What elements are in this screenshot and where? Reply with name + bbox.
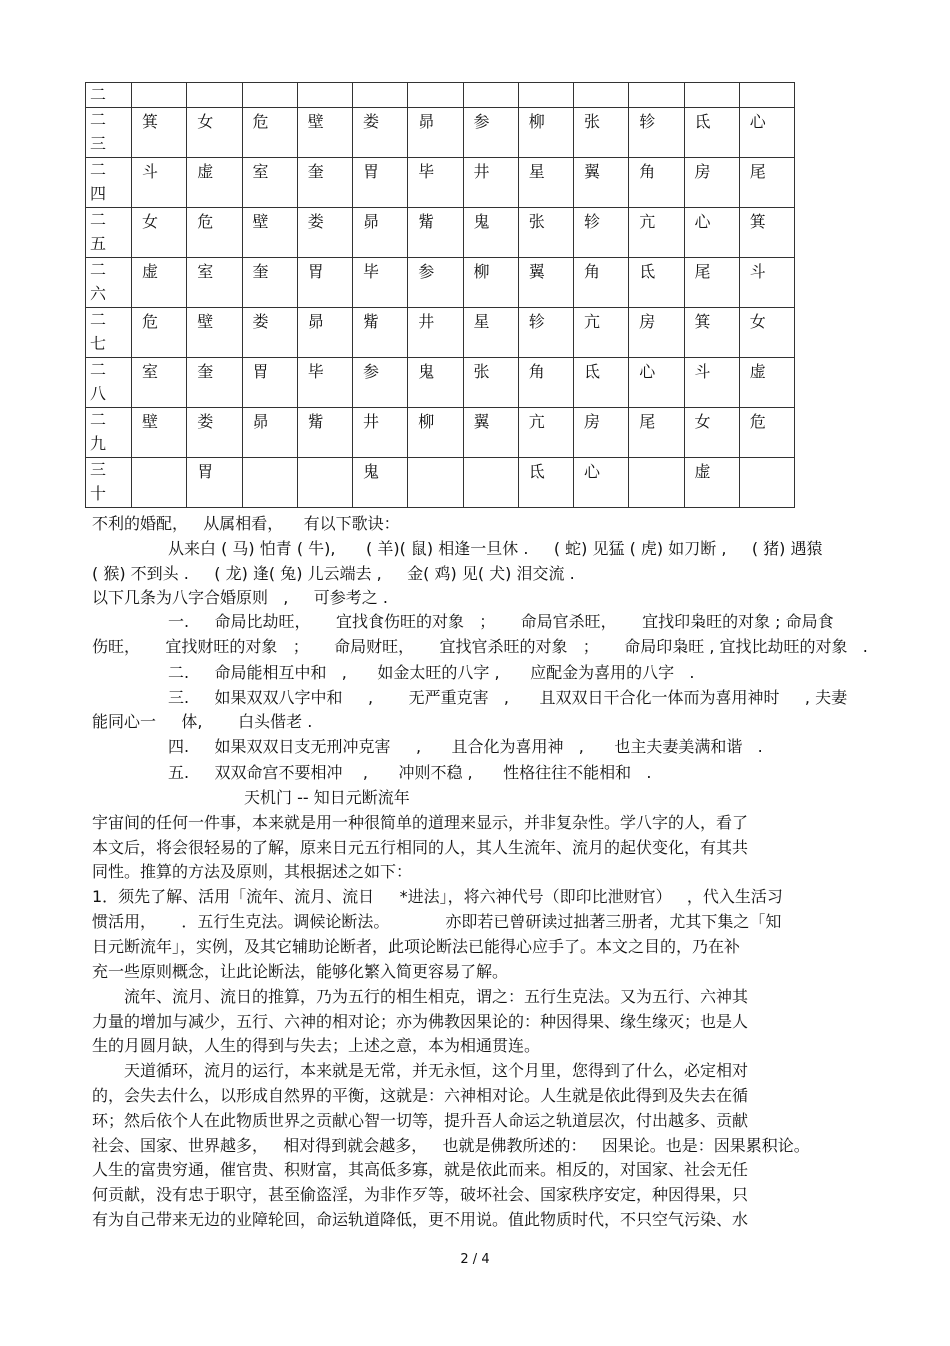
table-cell: 井	[463, 158, 518, 208]
table-cell: 心	[739, 108, 794, 158]
table-cell: 参	[463, 108, 518, 158]
table-cell: 娄	[353, 108, 408, 158]
table-cell: 心	[684, 208, 739, 258]
table-cell: 鬼	[353, 458, 408, 508]
table-cell: 角	[574, 258, 629, 308]
table-cell: 翼	[463, 408, 518, 458]
table-cell: 翼	[574, 158, 629, 208]
row-label	[86, 158, 132, 208]
table-cell: 娄	[297, 208, 352, 258]
table-row	[86, 208, 795, 258]
text-line: 四. 如果双双日支无刑冲克害 , 且合化为喜用神 , 也主夫妻美满和谐 .	[168, 737, 763, 756]
text-line: 二. 命局能相互中和 , 如金太旺的八字 , 应配金为喜用的八字 .	[168, 663, 695, 682]
text-line: 一. 命局比劫旺， 宜找食伤旺的对象 ； 命局官杀旺， 宜找印枭旺的对象 ; 命局食	[168, 612, 834, 631]
table-cell: 张	[463, 358, 518, 408]
table-cell: 危	[187, 208, 242, 258]
table-cell: 星	[463, 308, 518, 358]
row-label-char: 三	[90, 460, 107, 479]
table-cell: 毕	[297, 358, 352, 408]
table-cell: 觜	[353, 308, 408, 358]
table-cell	[242, 83, 297, 108]
row-label-char: 二	[90, 260, 107, 279]
table-cell: 星	[518, 158, 573, 208]
table-cell: 柳	[463, 258, 518, 308]
table-cell: 参	[408, 258, 463, 308]
row-label-char: 二	[90, 210, 107, 229]
table-cell	[242, 458, 297, 508]
table-cell: 奎	[187, 358, 242, 408]
table-cell: 箕	[132, 108, 187, 158]
table-cell: 女	[739, 308, 794, 358]
row-label-char: 四	[90, 184, 107, 203]
table-cell: 氐	[574, 358, 629, 408]
table-cell: 昴	[297, 308, 352, 358]
table-cell	[739, 458, 794, 508]
page-number: 2 / 4	[460, 1252, 490, 1267]
table-cell: 危	[132, 308, 187, 358]
row-label-char: 五	[90, 234, 107, 253]
table-cell	[463, 458, 518, 508]
text-line: 日元断流年」，实例，及其它辅助论断者，此项论断法已能得心应手了。本文之目的，乃在补	[92, 937, 741, 956]
table-row	[86, 358, 795, 408]
text-line: 同性。推算的方法及原则，其根据述之如下：	[92, 862, 413, 881]
table-cell: 胃	[353, 158, 408, 208]
table-cell: 轸	[518, 308, 573, 358]
table-cell: 张	[574, 108, 629, 158]
text-line: 以下几条为八字合婚原则 , 可参考之 .	[92, 588, 388, 607]
table-cell: 虚	[187, 158, 242, 208]
table-row	[86, 108, 795, 158]
table-row	[86, 458, 795, 508]
table-cell: 鬼	[408, 358, 463, 408]
table-cell: 壁	[187, 308, 242, 358]
text-line: 社会、国家、世界越多， 相对得到就会越多， 也就是佛教所述的： 因果论。也是：因果累积论。	[92, 1136, 810, 1155]
table-cell	[297, 83, 352, 108]
table-cell: 壁	[132, 408, 187, 458]
table-cell: 井	[408, 308, 463, 358]
table-cell: 房	[629, 308, 684, 358]
table-cell: 室	[242, 158, 297, 208]
table-cell: 尾	[684, 258, 739, 308]
table-cell: 斗	[739, 258, 794, 308]
text-line: 天道循环，流月的运行，本来就是无常，并无永恒，这个月里，您得到了什么，必定相对	[124, 1061, 749, 1080]
table-cell	[629, 458, 684, 508]
table-cell: 氐	[629, 258, 684, 308]
text-line: 能同心一 体, 白头偕老 .	[92, 712, 313, 731]
table-cell: 房	[684, 158, 739, 208]
row-label-char: 二	[90, 160, 107, 179]
table-cell: 女	[187, 108, 242, 158]
table-cell: 轸	[629, 108, 684, 158]
row-label-char: 二	[90, 360, 107, 379]
row-label-char: 十	[90, 484, 107, 503]
text-line: 充一些原则概念，让此论断法，能够化繁入简更容易了解。	[92, 962, 509, 981]
row-label	[86, 208, 132, 258]
table-cell: 危	[242, 108, 297, 158]
table-cell: 亢	[518, 408, 573, 458]
table-cell: 井	[353, 408, 408, 458]
row-label	[86, 408, 132, 458]
table-cell: 奎	[242, 258, 297, 308]
table-cell: 壁	[297, 108, 352, 158]
row-label-char: 三	[90, 134, 107, 153]
row-label-char: 二	[90, 85, 107, 104]
table-cell	[132, 83, 187, 108]
table-cell: 氐	[684, 108, 739, 158]
row-label	[86, 108, 132, 158]
table-cell: 氐	[518, 458, 573, 508]
table-cell	[739, 83, 794, 108]
text-line: 从来白 ( 马) 怕青 ( 牛), ( 羊)( 鼠) 相逢一旦休 . ( 蛇) 见猛 ( 虎) 如刀断 , ( 猪) 遇猿	[168, 539, 823, 558]
row-label	[86, 358, 132, 408]
text-line: 生的月圆月缺，人生的得到与失去；上述之意，本为相通贯连。	[92, 1036, 541, 1055]
row-label	[86, 308, 132, 358]
table-cell: 虚	[684, 458, 739, 508]
table-cell: 心	[574, 458, 629, 508]
table-cell: 鬼	[463, 208, 518, 258]
table-cell: 张	[518, 208, 573, 258]
table-cell: 心	[629, 358, 684, 408]
table-cell: 室	[132, 358, 187, 408]
text-line: 宇宙间的任何一件事，本来就是用一种很简单的道理来显示，并非复杂性。学八字的人，看了	[92, 813, 749, 832]
text-line: 的，会失去什么，以形成自然界的平衡，这就是：六神相对论。人生就是依此得到及失去在循	[92, 1086, 749, 1105]
table-cell: 柳	[408, 408, 463, 458]
row-label-char: 九	[90, 434, 107, 453]
text-line: 1．须先了解、活用「流年、流月、流日 *进法」，将六神代号（即印比泄财官） ，代入生活习	[92, 887, 783, 906]
table-cell: 虚	[132, 258, 187, 308]
table-cell: 娄	[242, 308, 297, 358]
table-cell: 翼	[518, 258, 573, 308]
table-cell: 房	[574, 408, 629, 458]
table-cell: 危	[739, 408, 794, 458]
table-cell: 女	[684, 408, 739, 458]
row-label	[86, 83, 132, 108]
table-row	[86, 408, 795, 458]
table-cell	[574, 83, 629, 108]
lunar-mansion-table	[85, 82, 795, 508]
section-title: 天机门 -- 知日元断流年	[244, 788, 410, 807]
table-cell: 毕	[408, 158, 463, 208]
row-label	[86, 458, 132, 508]
table-cell: 昴	[408, 108, 463, 158]
table-cell: 室	[187, 258, 242, 308]
table-cell: 虚	[739, 358, 794, 408]
table-cell	[408, 458, 463, 508]
table-cell: 箕	[684, 308, 739, 358]
text-line: 流年、流月、流日的推算，乃为五行的相生相克，谓之：五行生克法。又为五行、六神其	[124, 987, 749, 1006]
table-cell	[132, 458, 187, 508]
table-cell	[408, 83, 463, 108]
table-row	[86, 258, 795, 308]
table-cell: 觜	[408, 208, 463, 258]
text-line: 有为自己带来无边的业障轮回，命运轨道降低，更不用说。值此物质时代，不只空气污染、水	[92, 1210, 749, 1229]
table-cell: 角	[518, 358, 573, 408]
text-line: 三. 如果双双八字中和 , 无严重克害 , 且双双日干合化一体而为喜用神时 , 夫妻	[168, 688, 848, 707]
table-cell	[684, 83, 739, 108]
table-cell: 斗	[132, 158, 187, 208]
table-cell: 胃	[297, 258, 352, 308]
table-cell: 奎	[297, 158, 352, 208]
text-line: ( 猴) 不到头 . ( 龙) 逢( 兔) 儿云端去 , 金( 鸡) 见( 犬) 泪交流 .	[92, 564, 575, 583]
row-label-char: 二	[90, 410, 107, 429]
row-label-char: 二	[90, 110, 107, 129]
text-line: 何贡献，没有忠于职守，甚至偷盗淫，为非作歹等，破坏社会、国家秩序安定，种因得果，只	[92, 1185, 749, 1204]
table-cell: 壁	[242, 208, 297, 258]
text-line: 人生的富贵穷通，催官贵、积财富，其高低多寡，就是依此而来。相反的，对国家、社会无任	[92, 1160, 749, 1179]
table-cell	[297, 458, 352, 508]
table-row	[86, 158, 795, 208]
text-line: 本文后，将会很轻易的了解，原来日元五行相同的人，其人生流年、流月的起伏变化，有其共	[92, 838, 749, 857]
table-cell	[518, 83, 573, 108]
row-label-char: 二	[90, 310, 107, 329]
table-cell: 柳	[518, 108, 573, 158]
table-cell: 亢	[574, 308, 629, 358]
table-cell: 尾	[629, 408, 684, 458]
table-cell: 娄	[187, 408, 242, 458]
text-line: 力量的增加与减少，五行、六神的相对论；亦为佛教因果论的：种因得果、缘生缘灭；也是人	[92, 1012, 749, 1031]
text-line: 环；然后依个人在此物质世界之贡献心智一切等，提升吾人命运之轨道层次，付出越多、贡献	[92, 1111, 749, 1130]
table-cell: 昴	[353, 208, 408, 258]
row-label-char: 八	[90, 384, 107, 403]
text-line: 伤旺， 宜找财旺的对象 ； 命局财旺， 宜找官杀旺的对象 ； 命局印枭旺 , 宜找比劫旺的对象 .	[92, 637, 868, 656]
table-cell: 角	[629, 158, 684, 208]
text-line: 惯活用， ．五行生克法。调候论断法。 亦即若已曾研读过拙著三册者，尤其下集之「知	[92, 912, 782, 931]
table-cell: 斗	[684, 358, 739, 408]
table-cell: 箕	[739, 208, 794, 258]
table-cell: 毕	[353, 258, 408, 308]
table-row	[86, 308, 795, 358]
text-line: 五. 双双命宫不要相冲 , 冲则不稳 , 性格往往不能相和 .	[168, 763, 652, 782]
table-cell: 参	[353, 358, 408, 408]
table-cell: 亢	[629, 208, 684, 258]
text-line: 不利的婚配， 从属相看， 有以下歌诀：	[92, 514, 400, 533]
row-label	[86, 258, 132, 308]
table-cell: 觜	[297, 408, 352, 458]
table-cell: 胃	[187, 458, 242, 508]
table-cell: 女	[132, 208, 187, 258]
table-cell: 尾	[739, 158, 794, 208]
row-label-char: 六	[90, 284, 107, 303]
table-cell: 胃	[242, 358, 297, 408]
table-cell	[353, 83, 408, 108]
table-cell	[629, 83, 684, 108]
table-cell	[463, 83, 518, 108]
row-label-char: 七	[90, 334, 107, 353]
table-cell: 轸	[574, 208, 629, 258]
table-row	[86, 83, 795, 108]
table-cell	[187, 83, 242, 108]
table-cell: 昴	[242, 408, 297, 458]
